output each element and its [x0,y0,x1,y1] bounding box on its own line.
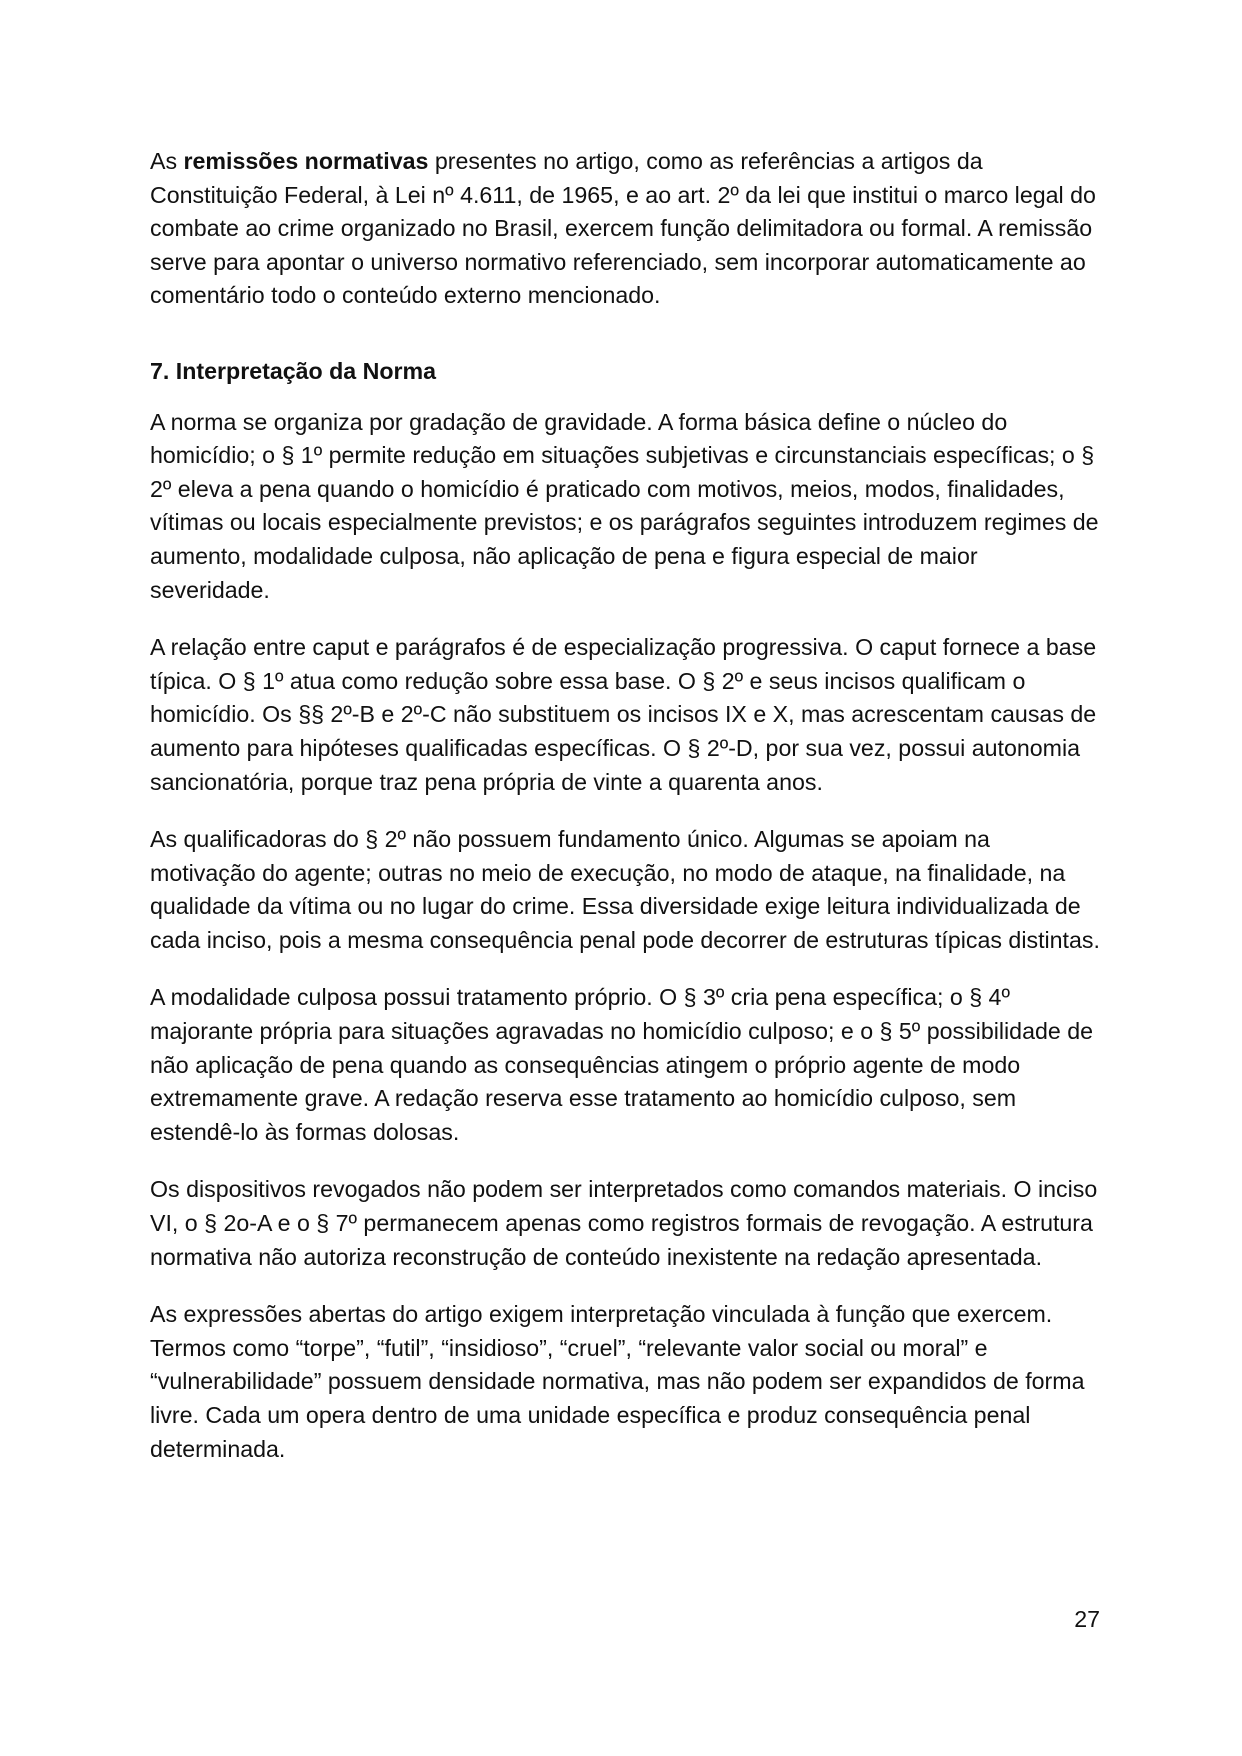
paragraph-qualifiers: As qualificadoras do § 2º não possuem fundamento único. Algumas se apoiam na motivação do agente; outras no meio de execução, no modo de ataque, na finalidade, na qualidade da vítima ou no lugar do crime. Essa diversidade exige leitura individualizada de cada inciso, pois a mesma consequência penal pode decorrer de estruturas típicas distintas. [150,826,1100,953]
intro-bold-term: remissões normativas [183,148,429,174]
intro-paragraph [150,145,1100,313]
intro-text-rest: presentes no artigo, como as referências a artigos da Constituição Federal, à Lei nº 4.611, de 1965, e ao art. 2º da lei que institui o marco legal do combate ao crime organizado no Brasil, exercem função delimitadora ou formal. A remissão serve para apontar o universo normativo referenciado, sem incorporar automaticamente ao comentário todo o conteúdo externo mencionado. [150,148,1096,309]
document-page [150,145,1100,1490]
intro-text-start: As [150,148,184,174]
paragraph-gradation: A norma se organiza por gradação de gravidade. A forma básica define o núcleo do homicídio; o § 1º permite redução em situações subjetivas e circunstanciais específicas; o § 2º eleva a pena quando o homicídio é praticado com motivos, meios, modos, finalidades, vítimas ou locais especialmente previstos; e os parágrafos seguintes introduzem regimes de aumento, modalidade culposa, não aplicação de pena e figura especial de maior severidade. [150,408,1099,603]
section-heading: 7. Interpretação da Norma [150,357,437,384]
paragraph-caput-relation: A relação entre caput e parágrafos é de especialização progressiva. O caput fornece a base típica. O § 1º atua como redução sobre essa base. O § 2º e seus incisos qualificam o homicídio. Os §§ 2º-B e 2º-C não substituem os incisos IX e X, mas acrescentam causas de aumento para hipóteses qualificadas específicas. O § 2º-D, por sua vez, possui autonomia sancionatória, porque traz pena própria de vinte a quarenta anos. [150,634,1097,795]
paragraph-revoked: Os dispositivos revogados não podem ser interpretados como comandos materiais. O inciso VI, o § 2o-A e o § 7º permanecem apenas como registros formais de revogação. A estrutura normativa não autoriza reconstrução de conteúdo inexistente na redação apresentada. [150,1176,1098,1270]
page-number: 27 [1074,1606,1100,1632]
paragraph-open-expressions: As expressões abertas do artigo exigem interpretação vinculada à função que exercem. Termos como “torpe”, “futil”, “insidioso”, “cruel”, “relevante valor social ou moral” e “vulnerabilidade” possuem densidade normativa, mas não podem ser expandidos de forma livre. Cada um opera dentro de uma unidade específica e produz consequência penal determinada. [150,1301,1085,1462]
paragraph-culposa: A modalidade culposa possui tratamento próprio. O § 3º cria pena específica; o § 4º majorante própria para situações agravadas no homicídio culposo; e o § 5º possibilidade de não aplicação de pena quando as consequências atingem o próprio agente de modo extremamente grave. A redação reserva esse tratamento ao homicídio culposo, sem estendê-lo às formas dolosas. [150,984,1093,1145]
